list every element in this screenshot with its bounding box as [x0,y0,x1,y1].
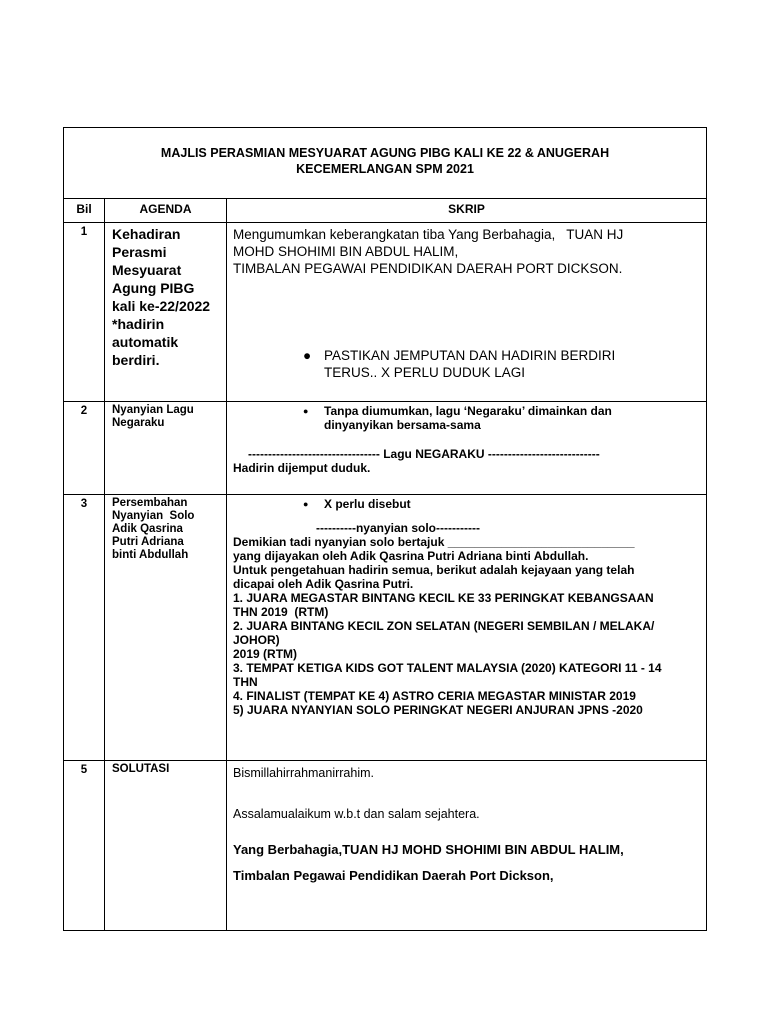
solo-line: 4. FINALIST (TEMPAT KE 4) ASTRO CERIA MEGASTAR MINISTAR 2019 [233,689,636,703]
solo-line: dicapai oleh Adik Qasrina Putri. [233,577,414,591]
solo-line: yang dijayakan oleh Adik Qasrina Putri Adriana binti Abdullah. [233,549,589,563]
bullet-list [303,497,700,511]
solo-line: JOHOR) [233,633,280,647]
solutasi-line: Assalamualaikum w.b.t dan salam sejahtera. [233,807,480,821]
row-bil: 1 [64,223,105,402]
row-skrip [227,223,707,402]
solo-line: 3. TEMPAT KETIGA KIDS GOT TALENT MALAYSIA (2020) KATEGORI 11 - 14 [233,661,662,675]
solo-line: 5) JUARA NYANYIAN SOLO PERINGKAT NEGERI ANJURAN JPNS -2020 [233,703,643,717]
solo-line: 2. JUARA BINTANG KECIL ZON SELATAN (NEGERI SEMBILAN / MELAKA/ [233,619,655,633]
row-bil: 2 [64,402,105,495]
divider-text: --------------------------------- Lagu NEGARAKU ---------------------------- [248,447,600,461]
bullet-icon: ● [303,348,312,363]
row-bil: 3 [64,495,105,761]
bullet-item: ● Tanpa diumumkan, lagu ‘Negaraku’ dimainkan dan dinyanyikan bersama-sama [303,404,612,432]
header-agenda: AGENDA [105,199,227,223]
bullet-list [303,404,700,432]
solutasi-line: Timbalan Pegawai Pendidikan Daerah Port Dickson, [233,868,554,883]
row-bil: 5 [64,761,105,931]
bullet-list [303,347,700,381]
bullet-item: ● PASTIKAN JEMPUTAN DAN HADIRIN BERDIRI TERUS.. X PERLU DUDUK LAGI [303,348,616,380]
solutasi-line: Bismillahirrahmanirrahim. [233,766,375,780]
solo-line: THN 2019 (RTM) [233,605,329,619]
table-row [64,402,707,495]
row-skrip [227,495,707,761]
title-line-1: MAJLIS PERASMIAN MESYUARAT AGUNG PIBG KALI KE 22 & ANUGERAH [160,146,610,160]
table-row [64,495,707,761]
solo-line: Untuk pengetahuan hadirin semua, berikut adalah kejayaan yang telah [233,563,635,577]
bullet-icon: ● [303,499,309,509]
bullet-item: ● X perlu disebut [303,497,411,511]
solo-line: THN [233,675,258,689]
title-line-2: KECEMERLANGAN SPM 2021 [296,162,474,176]
row-agenda: SOLUTASI [105,761,227,931]
row-skrip [227,761,707,931]
solo-line: Demikian tadi nyanyian solo bertajuk ____________________________ [233,535,635,549]
skrip-line: Mengumumkan keberangkatan tiba Yang Berbahagia, TUAN HJ [233,227,624,242]
divider-text: ----------nyanyian solo----------- [316,521,480,535]
agenda-table [63,127,707,931]
title-cell [64,128,707,199]
bullet-icon: ● [303,406,309,416]
row-agenda: Kehadiran Perasmi Mesyuarat Agung PIBG kali ke-22/2022 *hadirin automatik berdiri. [105,223,227,402]
solo-line: 1. JUARA MEGASTAR BINTANG KECIL KE 33 PERINGKAT KEBANGSAAN [233,591,654,605]
skrip-line: TIMBALAN PEGAWAI PENDIDIKAN DAERAH PORT DICKSON. [233,261,623,276]
header-bil: Bil [64,199,105,223]
table-row [64,761,707,931]
skrip-line: MOHD SHOHIMI BIN ABDUL HALIM, [233,244,459,259]
solutasi-line: Yang Berbahagia,TUAN HJ MOHD SHOHIMI BIN ABDUL HALIM, [233,842,624,857]
row-skrip [227,402,707,495]
row-agenda: Nyanyian Lagu Negaraku [105,402,227,495]
solo-line: 2019 (RTM) [233,647,298,661]
row-agenda: Persembahan Nyanyian Solo Adik Qasrina Putri Adriana binti Abdullah [105,495,227,761]
header-row [64,199,707,223]
header-skrip: SKRIP [227,199,707,223]
table-row [64,223,707,402]
after-text: Hadirin dijemput duduk. [233,461,371,475]
